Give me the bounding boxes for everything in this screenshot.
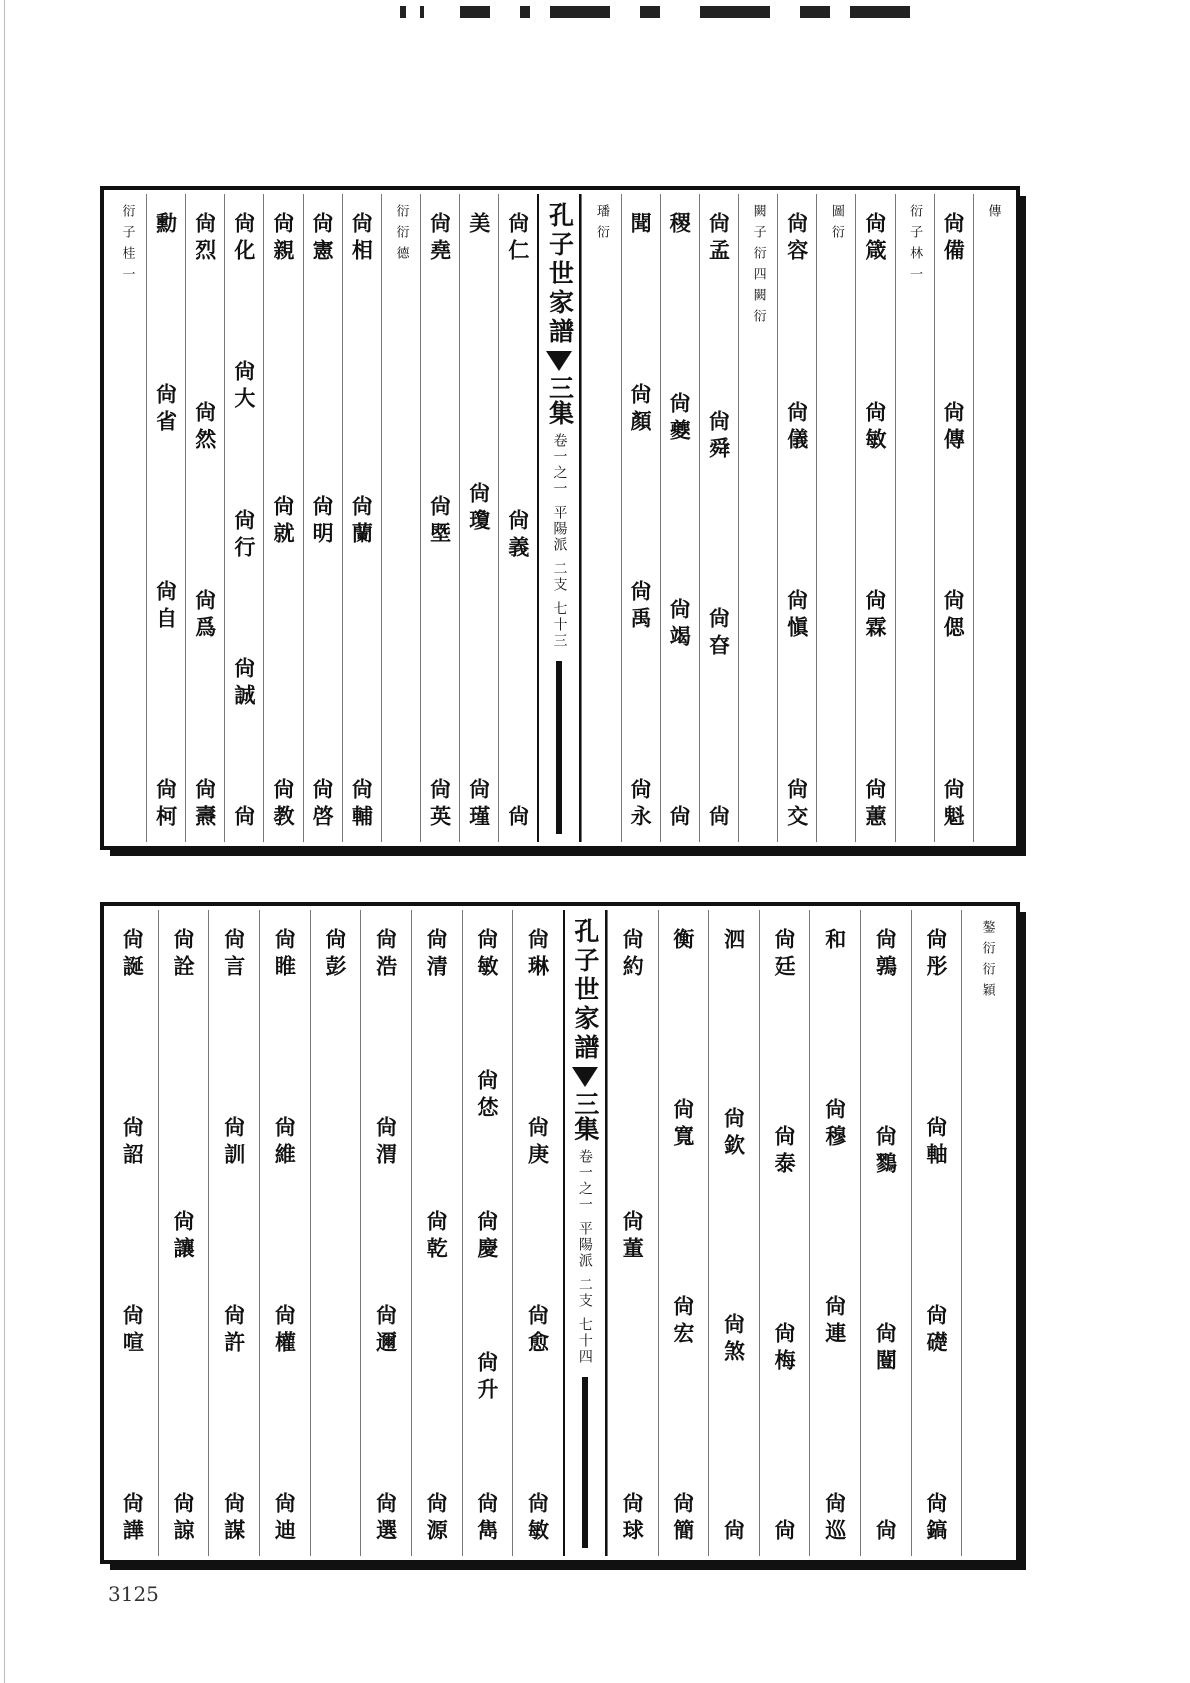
name-entry: 尙烈 [192, 212, 218, 266]
name-entry: 尙然 [192, 400, 218, 455]
name-entry: 尙明 [310, 495, 336, 549]
name-entry: 尙憲 [310, 212, 336, 266]
name-entry: 尙自 [153, 580, 179, 635]
name-entry: 尙渭 [373, 1116, 399, 1170]
register-column [263, 194, 302, 842]
collection-label: 三集 [545, 375, 575, 425]
register-column [911, 910, 962, 1556]
name-entry: 尙塈 [427, 495, 453, 549]
register-column [420, 194, 459, 842]
title-spine [537, 194, 581, 842]
register-page-top [100, 186, 1020, 850]
name-entry: 尙愈 [525, 1304, 551, 1358]
name-entry: 尙交 [784, 777, 810, 832]
name-entry: 尙孟 [706, 212, 732, 266]
top-scan-artifact [400, 6, 940, 20]
name-entry: 尙昚 [706, 607, 732, 662]
name-entry: 尙宏 [670, 1295, 696, 1349]
name-entry: 尙權 [272, 1304, 298, 1358]
name-entry: 尙爲 [192, 589, 218, 644]
name-entry: 衡 [670, 928, 696, 955]
name-entry: 尙儀 [784, 400, 810, 455]
register-column [208, 910, 259, 1556]
name-entry: 尙簡 [670, 1492, 696, 1546]
name-entry: 尙省 [153, 382, 179, 437]
register-column [708, 910, 759, 1556]
name-entry: 尙備 [941, 212, 967, 266]
register-column [108, 910, 158, 1556]
register-page-bottom [100, 902, 1020, 1564]
register-column [934, 194, 973, 842]
section-label: 二支 [551, 561, 568, 593]
register-column [961, 910, 1012, 1556]
name-entry: 尙敏 [525, 1492, 551, 1546]
name-entry: 尙瑾 [466, 778, 492, 832]
spine-bar [582, 1377, 588, 1548]
register-column [512, 910, 563, 1556]
register-column [860, 910, 911, 1556]
book-title: 孔子世家譜 [570, 918, 600, 1063]
name-entry: 尙維 [272, 1116, 298, 1170]
name-entry: 尙義 [505, 508, 531, 563]
name-entry: 尙顏 [628, 382, 654, 437]
name-entry: 尙迪 [272, 1492, 298, 1546]
name-entry: 尙舜 [706, 409, 732, 464]
name-entry: 尙巡 [822, 1492, 848, 1546]
section-label: 二支 [576, 1277, 593, 1309]
register-column [342, 194, 381, 842]
register-column [108, 194, 146, 842]
branch-label: 平陽派 [551, 505, 568, 553]
name-entry: 尙輔 [349, 778, 375, 832]
name-entry: 尙永 [628, 777, 654, 832]
name-entry: 美 [466, 212, 492, 239]
name-entry: 尙煞 [721, 1313, 747, 1367]
name-entry: 尙大 [231, 360, 257, 415]
name-entry: 尙誠 [231, 656, 257, 711]
register-column [809, 910, 860, 1556]
name-entry: 聞 [628, 212, 654, 239]
name-entry: 尙 [873, 1519, 899, 1546]
name-entry: 尙箴 [863, 212, 888, 266]
name-entry: 尙傳 [941, 400, 967, 455]
name-entry: 尙廷 [772, 928, 798, 982]
name-entry: 尙譁 [120, 1492, 146, 1546]
register-column [498, 194, 537, 842]
name-entry: 尙 [667, 804, 693, 832]
name-entry: 尙霖 [863, 589, 888, 644]
register-column [462, 910, 513, 1556]
book-title: 孔子世家譜 [545, 202, 575, 347]
name-entry: 尙乾 [424, 1210, 450, 1264]
name-entry: 尙礎 [924, 1304, 950, 1358]
name-entry: 尙 [505, 805, 531, 832]
name-entry: 尙源 [424, 1492, 450, 1546]
name-entry: 尙董 [620, 1210, 646, 1264]
name-entry: 尙鷚 [873, 1125, 899, 1179]
note-text: 闕子衍四闕衍 [750, 204, 766, 330]
name-entry: 尙仁 [505, 212, 531, 266]
name-entry: 尙啓 [310, 778, 336, 832]
register-column [660, 194, 699, 842]
name-entry: 尙慶 [474, 1210, 500, 1264]
name-entry: 尙夔 [667, 391, 693, 446]
name-entry: 尙柯 [153, 777, 179, 832]
name-entry: 稷 [667, 212, 693, 239]
register-column [621, 194, 660, 842]
register-column [459, 194, 498, 842]
volume-label: 卷一之一 [576, 1149, 593, 1213]
name-entry: 尙闓 [873, 1322, 899, 1376]
name-entry: 尙誕 [120, 928, 146, 982]
note-text: 衍子桂一 [119, 204, 135, 288]
name-entry: 尙彤 [924, 928, 950, 982]
register-column [738, 194, 777, 842]
name-entry: 尙訓 [221, 1116, 247, 1170]
name-entry: 勳 [153, 212, 179, 239]
name-entry: 尙燾 [192, 777, 218, 832]
name-entry: 尙謀 [221, 1492, 247, 1546]
name-entry: 尙英 [427, 778, 453, 832]
name-entry: 尙穆 [822, 1098, 848, 1152]
register-column [146, 194, 185, 842]
columns-top [108, 194, 1012, 842]
register-column [411, 910, 462, 1556]
name-entry: 尙連 [822, 1295, 848, 1349]
folio-label: 七十四 [576, 1317, 593, 1365]
register-column [759, 910, 810, 1556]
name-entry: 尙睢 [272, 928, 298, 982]
name-entry: 尙許 [221, 1304, 247, 1358]
register-column [381, 194, 420, 842]
name-entry: 尙升 [474, 1351, 500, 1405]
name-entry: 泗 [721, 928, 747, 955]
name-entry: 尙詔 [120, 1116, 146, 1170]
note-text: 鏊衍衍穎 [979, 920, 995, 1004]
name-entry: 尙彭 [322, 928, 348, 982]
register-column [158, 910, 209, 1556]
page-number: 3125 [108, 1582, 159, 1606]
name-entry: 尙言 [221, 928, 247, 982]
title-spine [563, 910, 607, 1556]
name-entry: 尙容 [784, 212, 810, 266]
name-entry: 尙 [706, 804, 732, 832]
name-entry: 尙 [721, 1519, 747, 1546]
name-entry: 尙魁 [941, 777, 967, 832]
register-column [855, 194, 894, 842]
name-entry: 尙鶉 [873, 928, 899, 982]
name-entry: 尙泰 [772, 1125, 798, 1179]
name-entry: 尙邇 [373, 1304, 399, 1358]
name-entry: 尙軸 [924, 1116, 950, 1170]
name-entry: 尙教 [271, 778, 297, 832]
name-entry: 尙恷 [474, 1069, 500, 1123]
spine-bar [556, 661, 562, 834]
name-entry: 尙喧 [120, 1304, 146, 1358]
name-entry: 尙敏 [863, 400, 888, 455]
name-entry: 尙 [772, 1519, 798, 1546]
name-entry: 尙堯 [427, 212, 453, 266]
name-entry: 尙清 [424, 928, 450, 982]
note-text: 衍子林一 [907, 204, 923, 288]
register-column [607, 910, 658, 1556]
name-entry: 和 [822, 928, 848, 955]
register-column [224, 194, 263, 842]
register-column [816, 194, 855, 842]
register-column [310, 910, 361, 1556]
scan-edge-line [4, 0, 5, 1683]
name-entry: 尙親 [271, 212, 297, 266]
name-entry: 尙偲 [941, 589, 967, 644]
note-text: 圖衍 [828, 204, 844, 246]
name-entry: 尙竭 [667, 598, 693, 653]
register-column [185, 194, 224, 842]
register-column [303, 194, 342, 842]
name-entry: 尙蕙 [863, 777, 888, 832]
name-entry: 尙雋 [474, 1492, 500, 1546]
name-entry: 尙約 [620, 928, 646, 982]
name-entry: 尙蘭 [349, 495, 375, 549]
name-entry: 尙愼 [784, 589, 810, 644]
fishtail-mark [572, 1067, 598, 1087]
name-entry: 尙讓 [171, 1210, 197, 1264]
columns-bottom [108, 910, 1012, 1556]
name-entry: 尙浩 [373, 928, 399, 982]
collection-label: 三集 [570, 1091, 600, 1141]
name-entry: 尙欽 [721, 1107, 747, 1161]
name-entry: 尙選 [373, 1492, 399, 1546]
name-entry: 尙庚 [525, 1116, 551, 1170]
name-entry: 尙詮 [171, 928, 197, 982]
register-column [895, 194, 934, 842]
name-entry: 尙球 [620, 1492, 646, 1546]
name-entry: 尙 [231, 805, 257, 832]
name-entry: 尙相 [349, 212, 375, 266]
name-entry: 尙諒 [171, 1492, 197, 1546]
name-entry: 尙瓊 [466, 481, 492, 536]
name-entry: 尙敏 [474, 928, 500, 982]
name-entry: 尙化 [231, 212, 257, 266]
branch-label: 平陽派 [576, 1221, 593, 1269]
name-entry: 尙禹 [628, 580, 654, 635]
note-text: 傳 [985, 204, 1001, 225]
name-entry: 尙就 [271, 495, 297, 549]
register-column [973, 194, 1012, 842]
volume-label: 卷一之一 [551, 433, 568, 497]
note-text: 衍衍德 [393, 204, 409, 267]
register-column [360, 910, 411, 1556]
note-text: 璠衍 [594, 204, 610, 246]
name-entry: 尙寬 [670, 1098, 696, 1152]
name-entry: 尙行 [231, 508, 257, 563]
name-entry: 尙梅 [772, 1322, 798, 1376]
register-column [699, 194, 738, 842]
fishtail-mark [546, 351, 572, 371]
register-column [777, 194, 816, 842]
name-entry: 尙鎬 [924, 1492, 950, 1546]
name-entry: 尙琳 [525, 928, 551, 982]
folio-label: 七十三 [551, 601, 568, 649]
register-column [581, 194, 620, 842]
register-column [259, 910, 310, 1556]
register-column [658, 910, 709, 1556]
